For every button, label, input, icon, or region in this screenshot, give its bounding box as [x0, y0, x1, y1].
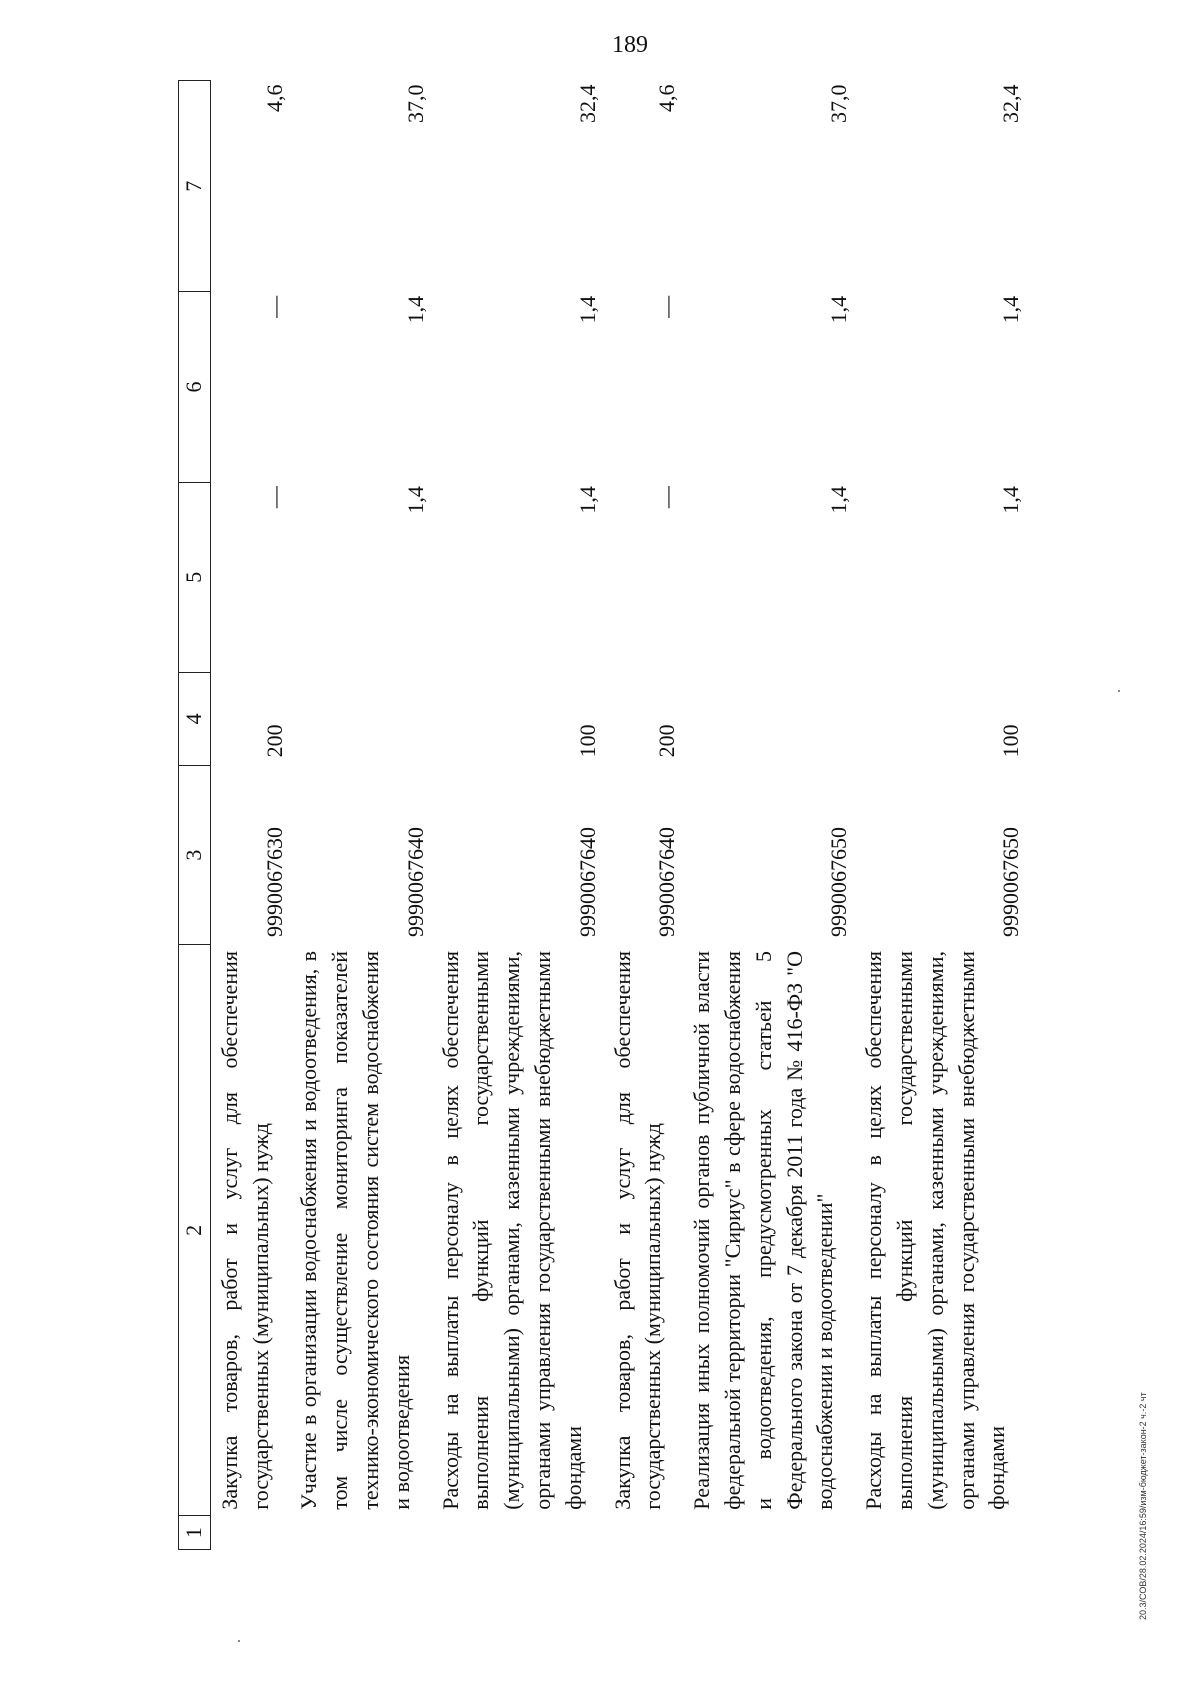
table-row — [290, 81, 431, 1550]
description-cell: Расходы на выплаты персоналу в целях обеспечения выполнения функций государственными (муниципальными) органами, казенными учреждениями, органами управления государственными внебюджетными фондами — [437, 951, 586, 1510]
description-cell: Закупка товаров, работ и услуг для обеспечения государственных (муниципальных) нужд — [609, 951, 666, 1510]
col-header-4: 4 — [179, 672, 211, 765]
value-col7-cell: 37,0 — [826, 84, 852, 123]
code-cell: 9990067650 — [998, 827, 1024, 937]
col-header-2: 2 — [179, 945, 211, 1516]
type-cell — [290, 672, 431, 765]
code-cell: 9990067640 — [402, 827, 428, 937]
value-col6-cell: — — [261, 295, 287, 318]
value-col7-cell: 37,0 — [402, 84, 428, 123]
description-cell: Реализация иных полномочий органов публичной власти федеральной территории "Сириус" в сфере водоснабжения и водоотведения, предусмотренных статьей 5 Федерального закона от 7 декабря 2011 года № 416-ФЗ "О водоснабжении и водоотведении" — [689, 951, 838, 1510]
code-cell: 9990067640 — [654, 827, 680, 937]
value-col7-cell: 4,6 — [654, 84, 680, 112]
value-col7-cell: 4,6 — [261, 84, 287, 112]
value-col6-cell: 1,4 — [826, 295, 852, 324]
description-cell: Участие в организации водоснабжения и водоотведения, в том числе осуществление мониторинга показателей технико-экономического состояния систем водоснабжения и водоотведения — [296, 951, 414, 1510]
description-cell: Закупка товаров, работ и услуг для обеспечения государственных (муниципальных) нужд — [216, 951, 273, 1510]
table-row — [432, 81, 604, 1550]
table-row — [855, 81, 1027, 1550]
row-number-cell — [604, 1516, 684, 1550]
col-header-7: 7 — [179, 81, 211, 292]
row-number-cell — [855, 1516, 1027, 1550]
value-col7-cell: 32,4 — [574, 84, 600, 123]
page-number: 189 — [612, 32, 648, 58]
col-header-6: 6 — [179, 292, 211, 482]
code-cell: 9990067640 — [574, 827, 600, 937]
col-header-1: 1 — [179, 1516, 211, 1550]
scan-speck — [238, 1640, 240, 1642]
budget-table — [178, 80, 1027, 1550]
table-row — [604, 81, 684, 1550]
value-col5-cell: — — [654, 486, 680, 509]
value-col6-cell: 1,4 — [998, 295, 1024, 324]
value-col5-cell: 1,4 — [826, 486, 852, 514]
scan-speck — [1118, 690, 1120, 692]
description-cell: Расходы на выплаты персоналу в целях обеспечения выполнения функций государственными (муниципальными) органами, казенными учреждениями, органами управления государственными внебюджетными фондами — [861, 951, 1010, 1510]
value-col6-cell: 1,4 — [402, 295, 428, 324]
footer-document-code: 20.3/СОВ/28.02.2024/16:59/изм-бюджет-закон-2 ч.-2 чт — [1138, 1392, 1148, 1620]
row-number-cell — [290, 1516, 431, 1550]
value-col5-cell: — — [261, 486, 287, 509]
row-number-cell — [210, 1516, 290, 1550]
col-header-5: 5 — [179, 482, 211, 672]
row-number-cell — [683, 1516, 855, 1550]
type-cell: 200 — [654, 724, 680, 758]
type-cell: 200 — [261, 724, 287, 758]
type-cell: 100 — [574, 724, 600, 758]
code-cell: 9990067630 — [261, 827, 287, 937]
table-row — [210, 81, 290, 1550]
value-col6-cell: 1,4 — [574, 295, 600, 324]
rotated-table-container — [178, 80, 1058, 1550]
type-cell: 100 — [998, 724, 1024, 758]
value-col6-cell: — — [654, 295, 680, 318]
col-header-3: 3 — [179, 765, 211, 945]
value-col7-cell: 32,4 — [998, 84, 1024, 123]
value-col5-cell: 1,4 — [998, 486, 1024, 514]
header-row — [179, 81, 211, 1550]
row-number-cell — [432, 1516, 604, 1550]
value-col5-cell: 1,4 — [402, 486, 428, 514]
code-cell: 9990067650 — [826, 827, 852, 937]
type-cell — [683, 672, 855, 765]
table-row — [683, 81, 855, 1550]
value-col5-cell: 1,4 — [574, 486, 600, 514]
